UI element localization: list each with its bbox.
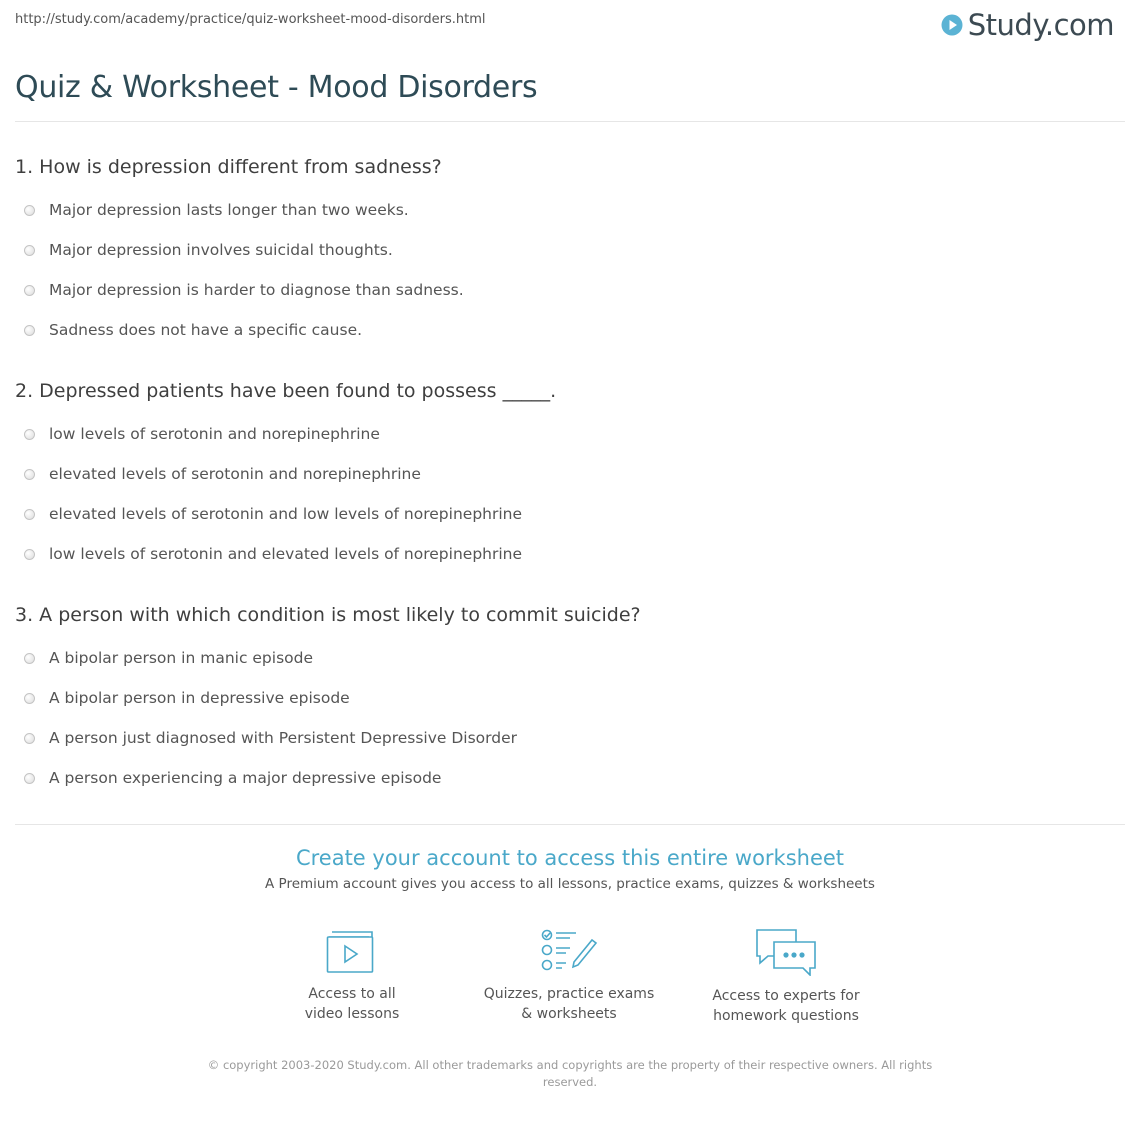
answer-option[interactable] xyxy=(15,414,1115,454)
feature-label-line1: Access to experts for xyxy=(712,988,860,1004)
question-text: 3. A person with which condition is most likely to commit suicide? xyxy=(15,604,641,626)
radio-button[interactable] xyxy=(24,285,35,296)
answer-label: low levels of serotonin and norepinephrine xyxy=(49,425,380,443)
answer-option[interactable] xyxy=(15,230,1115,270)
radio-button[interactable] xyxy=(24,205,35,216)
question-3 xyxy=(15,602,1115,798)
radio-button[interactable] xyxy=(24,549,35,560)
create-account-link[interactable]: Create your account to access this entire worksheet xyxy=(295,846,845,870)
feature-label-line2: & worksheets xyxy=(521,1006,617,1022)
answer-option[interactable] xyxy=(15,190,1115,230)
title-divider xyxy=(15,121,1125,122)
answer-option[interactable] xyxy=(15,310,1115,350)
feature-label-line1: Access to all xyxy=(308,986,396,1002)
logo-text: Study.com xyxy=(967,8,1114,42)
feature-video-lessons xyxy=(252,928,452,1024)
feature-quizzes xyxy=(469,928,669,1024)
answer-label: Major depression lasts longer than two weeks. xyxy=(49,201,409,219)
answer-option[interactable] xyxy=(15,678,1115,718)
answer-label: A bipolar person in manic episode xyxy=(49,649,314,667)
answer-label: low levels of serotonin and elevated levels of norepinephrine xyxy=(49,545,523,563)
answer-label: A bipolar person in depressive episode xyxy=(49,689,350,707)
chat-experts-icon xyxy=(754,928,818,976)
question-1 xyxy=(15,154,1115,350)
feature-label-line2: homework questions xyxy=(713,1008,859,1024)
radio-button[interactable] xyxy=(24,429,35,440)
answer-label: A person experiencing a major depressive episode xyxy=(49,769,442,787)
study-logo[interactable] xyxy=(940,8,1114,42)
answer-option[interactable] xyxy=(15,494,1115,534)
answer-label: Major depression is harder to diagnose than sadness. xyxy=(49,281,464,299)
answer-option[interactable] xyxy=(15,270,1115,310)
page-title: Quiz & Worksheet - Mood Disorders xyxy=(15,70,538,105)
radio-button[interactable] xyxy=(24,693,35,704)
copyright-line1: © copyright 2003-2020 Study.com. All other trademarks and copyrights are the property of their respective owners. All rights xyxy=(207,1058,933,1072)
answer-label: Sadness does not have a specific cause. xyxy=(49,321,363,339)
answer-option[interactable] xyxy=(15,638,1115,678)
answer-option[interactable] xyxy=(15,454,1115,494)
copyright-notice xyxy=(200,1057,940,1091)
radio-button[interactable] xyxy=(24,773,35,784)
question-2 xyxy=(15,378,1115,574)
radio-button[interactable] xyxy=(24,245,35,256)
section-divider xyxy=(15,824,1125,825)
question-text: 1. How is depression different from sadness? xyxy=(15,156,442,178)
feature-label-line2: video lessons xyxy=(304,1006,400,1022)
radio-button[interactable] xyxy=(24,733,35,744)
answer-option[interactable] xyxy=(15,718,1115,758)
copyright-line2: reserved. xyxy=(542,1075,598,1089)
page-url: http://study.com/academy/practice/quiz-worksheet-mood-disorders.html xyxy=(15,12,486,27)
answer-label: elevated levels of serotonin and norepinephrine xyxy=(49,465,421,483)
video-lesson-icon xyxy=(326,928,378,974)
radio-button[interactable] xyxy=(24,653,35,664)
signup-cta xyxy=(0,846,1140,892)
answer-label: A person just diagnosed with Persistent Depressive Disorder xyxy=(49,729,517,747)
cta-subtitle: A Premium account gives you access to all lessons, practice exams, quizzes & worksheets xyxy=(265,876,875,892)
answer-label: Major depression involves suicidal thoughts. xyxy=(49,241,393,259)
answer-option[interactable] xyxy=(15,534,1115,574)
feature-experts xyxy=(686,928,886,1026)
radio-button[interactable] xyxy=(24,469,35,480)
quiz-checklist-icon xyxy=(540,928,598,974)
radio-button[interactable] xyxy=(24,509,35,520)
play-circle-icon xyxy=(940,13,964,37)
feature-label-line1: Quizzes, practice exams xyxy=(483,986,655,1002)
radio-button[interactable] xyxy=(24,325,35,336)
answer-option[interactable] xyxy=(15,758,1115,798)
question-text: 2. Depressed patients have been found to possess _____. xyxy=(15,380,557,402)
answer-label: elevated levels of serotonin and low levels of norepinephrine xyxy=(49,505,523,523)
